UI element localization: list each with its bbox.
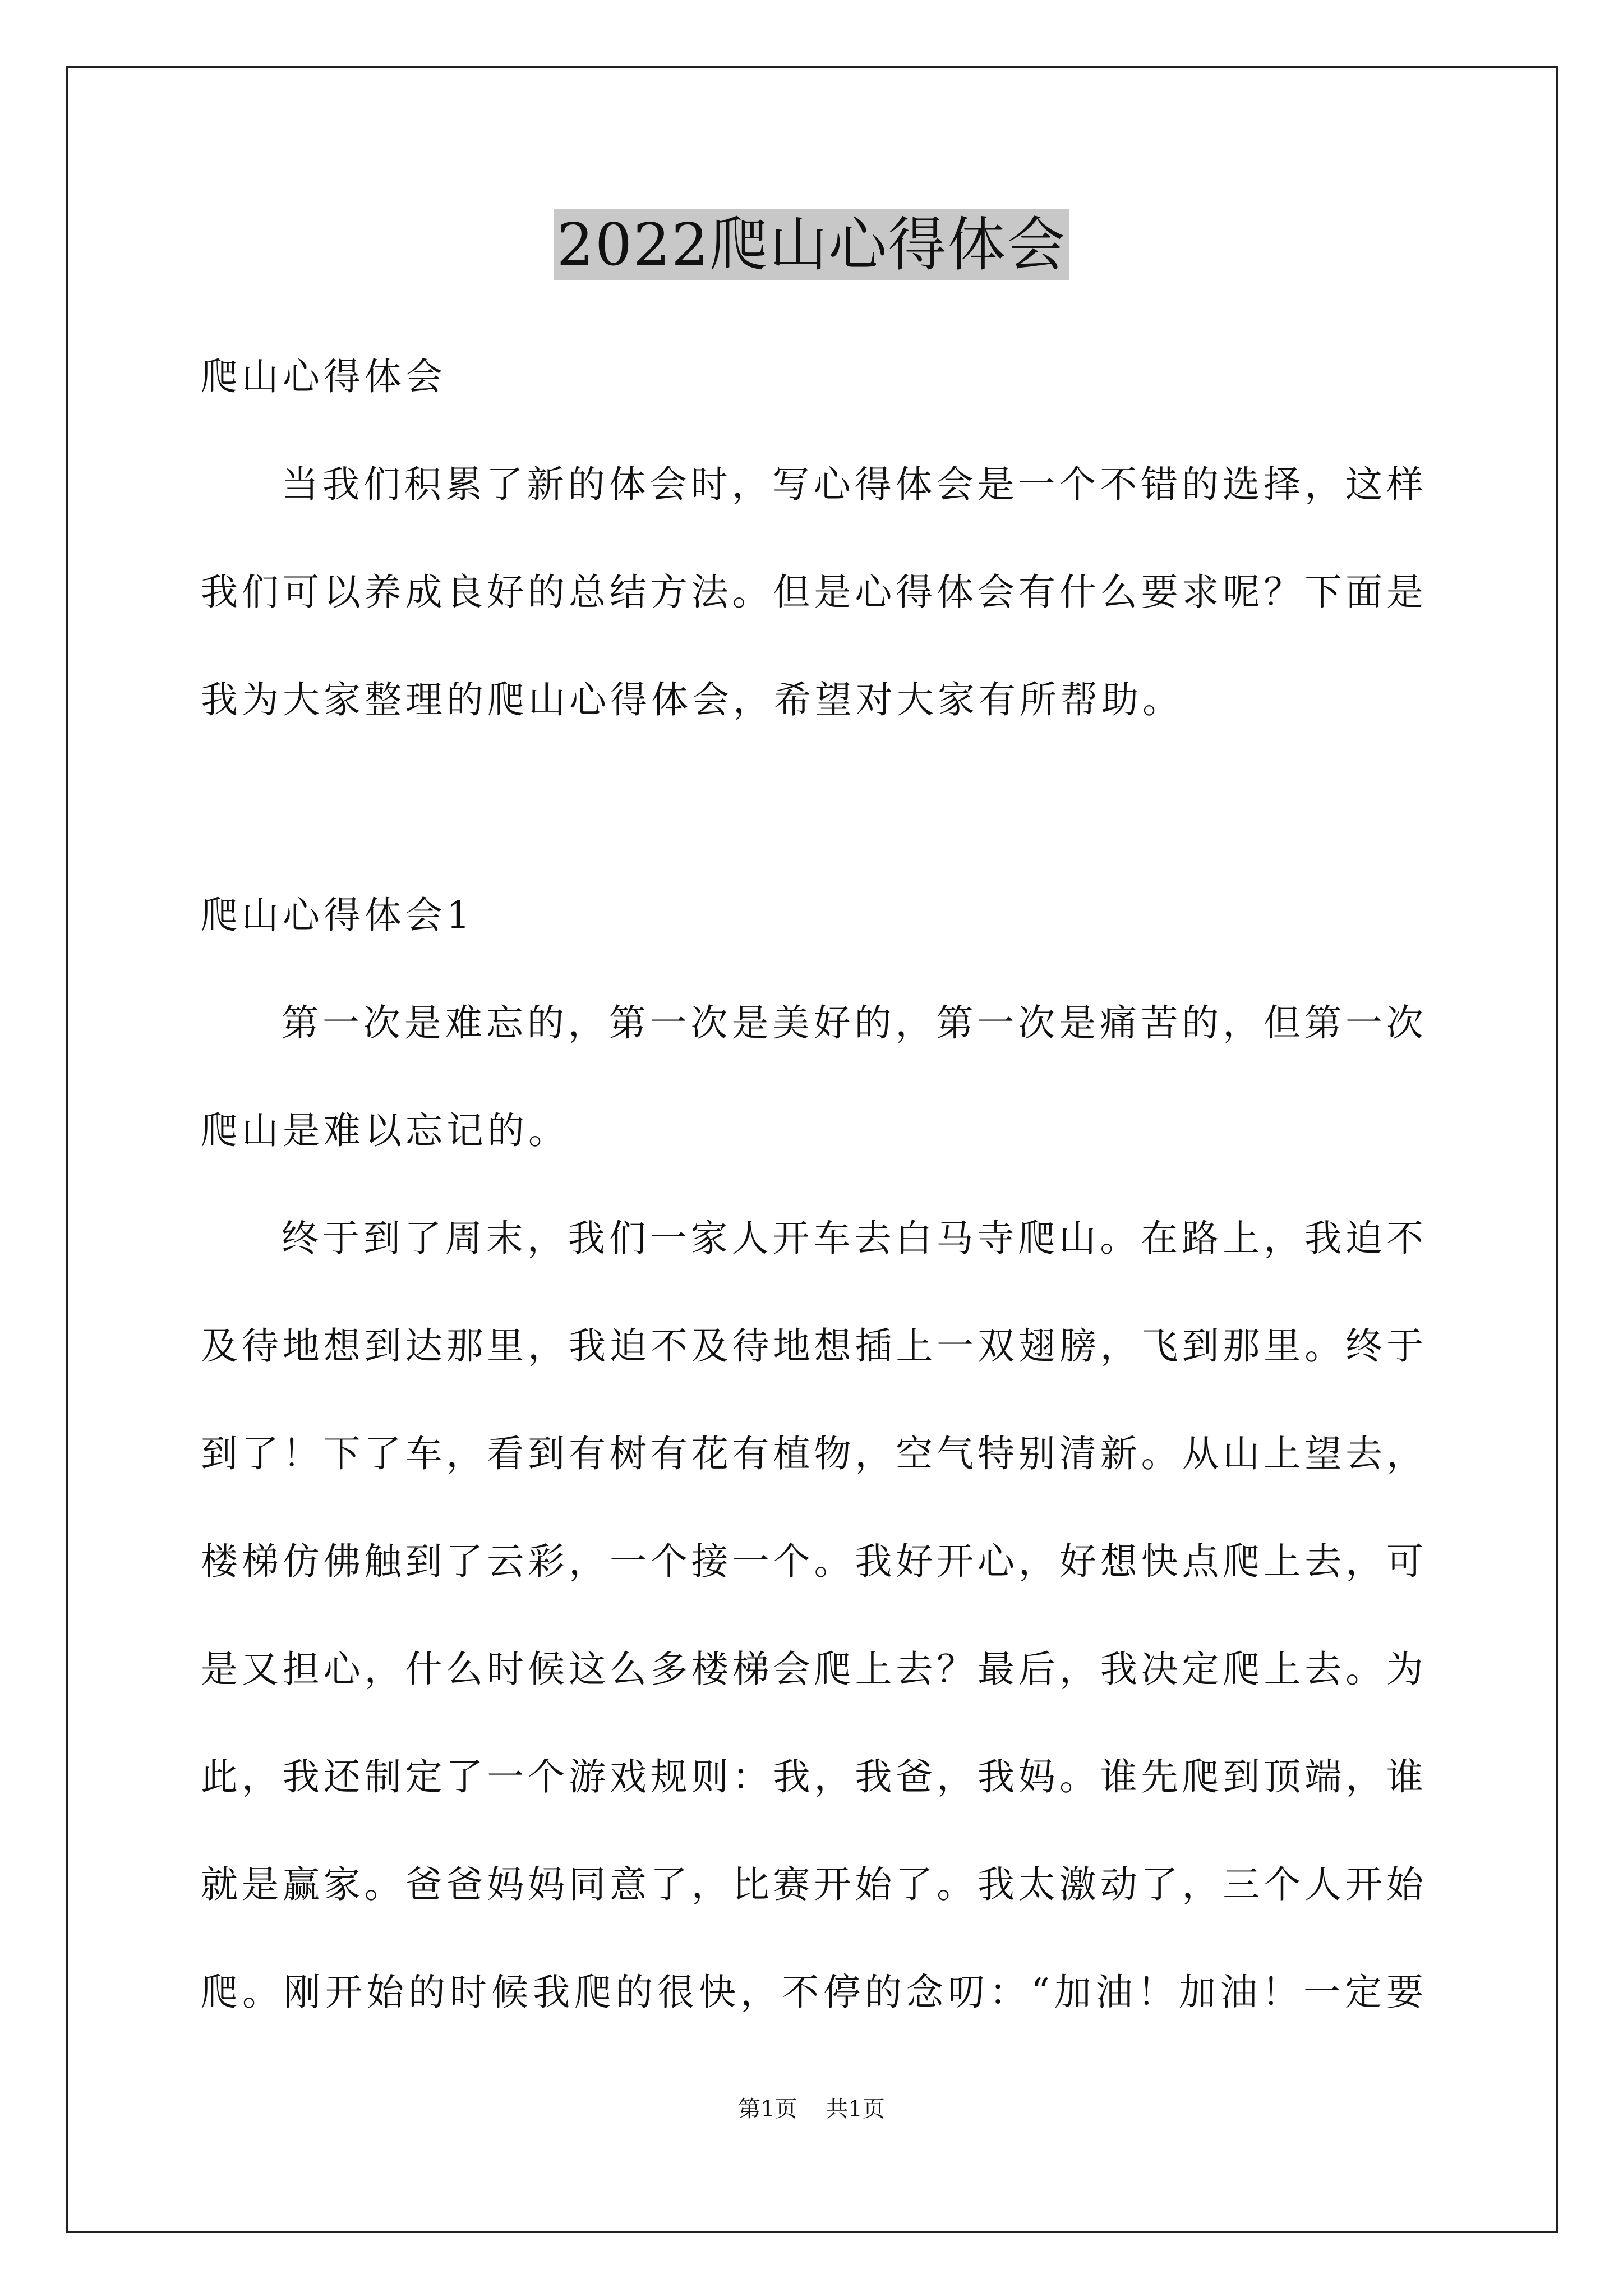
page-footer bbox=[0, 2095, 1623, 2123]
document-title bbox=[0, 209, 1623, 280]
page-number-label: 第1页 共1页 bbox=[738, 2096, 885, 2122]
para2-line-5: 是又担心，什么时候这么多楼梯会爬上去？最后，我决定爬上去。为 bbox=[201, 1648, 1423, 1691]
para1-line-1: 第一次是难忘的，第一次是美好的，第一次是痛苦的，但第一次 bbox=[282, 1001, 1423, 1045]
para2-line-6: 此，我还制定了一个游戏规则：我，我爸，我妈。谁先爬到顶端，谁 bbox=[201, 1755, 1423, 1798]
intro-line-3: 我为大家整理的爬山心得体会，希望对大家有所帮助。 bbox=[201, 678, 1183, 721]
subtitle: 爬山心得体会 bbox=[201, 355, 446, 398]
para2-line-2: 及待地想到达那里，我迫不及待地想插上一双翅膀，飞到那里。终于 bbox=[201, 1324, 1423, 1368]
para2-line-7: 就是赢家。爸爸妈妈同意了，比赛开始了。我太激动了，三个人开始 bbox=[201, 1863, 1423, 1906]
para2-line-4: 楼梯仿佛触到了云彩，一个接一个。我好开心，好想快点爬上去，可 bbox=[201, 1540, 1423, 1583]
para2-line-3: 到了！下了车，看到有树有花有植物，空气特别清新。从山上望去， bbox=[201, 1432, 1423, 1475]
intro-line-2: 我们可以养成良好的总结方法。但是心得体会有什么要求呢？下面是 bbox=[201, 570, 1423, 614]
para2-line-8: 爬。刚开始的时候我爬的很快，不停的念叨：“加油！加油！一定要 bbox=[201, 1971, 1423, 2014]
section-heading: 爬山心得体会1 bbox=[201, 894, 474, 937]
intro-line-1: 当我们积累了新的体会时，写心得体会是一个不错的选择，这样 bbox=[282, 463, 1423, 506]
title-text: 2022爬山心得体会 bbox=[554, 209, 1070, 280]
para1-line-2: 爬山是难以忘记的。 bbox=[201, 1109, 569, 1152]
para2-line-1: 终于到了周末，我们一家人开车去白马寺爬山。在路上，我迫不 bbox=[282, 1217, 1423, 1260]
